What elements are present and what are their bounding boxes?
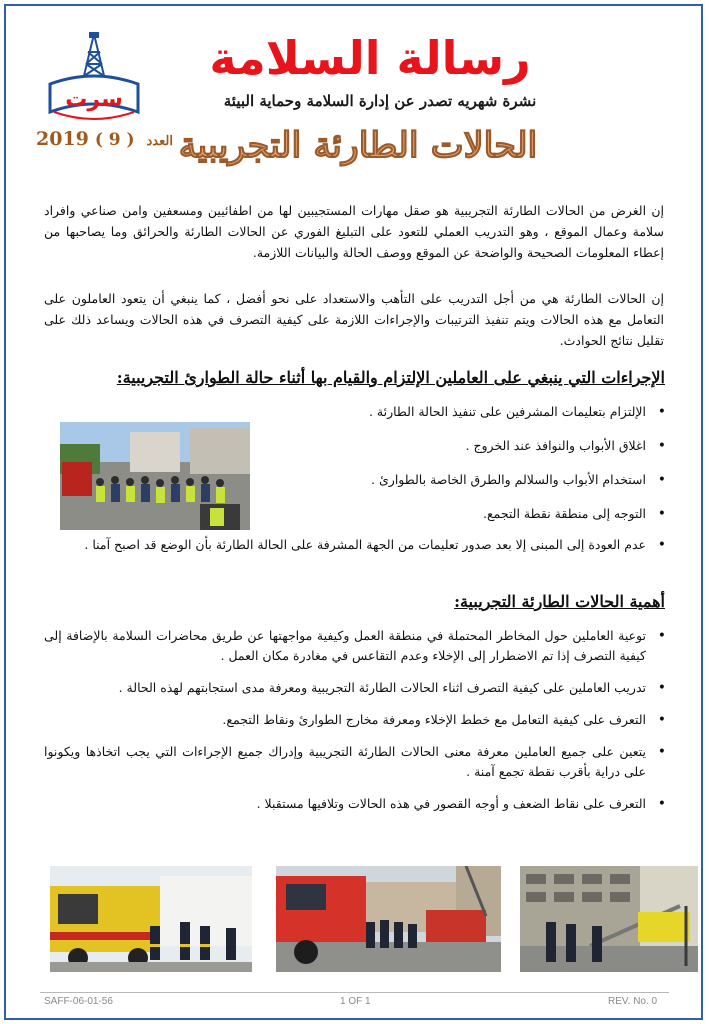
importance-list — [44, 626, 668, 814]
intro-paragraph-2: إن الحالات الطارئة هي من أجل التدريب على التأهب والاستعداد على نحو أفضل ، كما ينبغي أن يتعود العاملون على التعامل مع هذه الحالات ويتم تنفيذ الترتيبات والإجراءات اللازمة على كيفية التصرف في هذه الحالات ويساعد ذلك على تقليل نتائج الحوادث. — [44, 291, 664, 348]
footer-page: 1 OF 1 — [340, 996, 371, 1007]
list-item: • اغلاق الأبواب والنوافذ عند الخروج . — [256, 436, 668, 456]
intro-paragraph-1: إن الغرض من الحالات الطارئة التجريبية هو صقل مهارات المستجيبين لها من اطفائيين ومسعفين وامن صناعي وافراد سلامة وعمال الموقع ، وهو التدريب العملي للتعود على التبليغ الفوري عن الحالات الطارئة والحرائق وما يصاحبها من إعطاء المعلومات الصحيحة والواضحة عن الموقع ووصف الحالة والبيانات اللازمة. — [44, 203, 664, 260]
footer-divider — [40, 992, 669, 993]
procedures-list — [256, 402, 668, 538]
fire-truck-photo-3 — [520, 866, 698, 972]
procedures-heading: الإجراءات التي ينبغي على العاملين الإلتزام والقيام بها أثناء حالة الطوارئ التجريبية: — [116, 368, 665, 387]
issue-label: العدد — [146, 134, 173, 149]
issue-year: 2019 — [36, 128, 89, 150]
list-item: • توعية العاملين حول المخاطر المحتملة في منطقة العمل وكيفية مواجهتها عن طريق محاضرات السلامة بالإضافة إلى كيفية التصرف إذا تم الاضطرار إلى الإخلاء وعدم التقاعس في مغادرة مكان العمل . — [44, 626, 668, 666]
evacuation-photo — [60, 422, 250, 530]
list-item: • التعرف على نقاط الضعف و أوجه القصور في هذه الحالات وتلافيها مستقبلا . — [44, 794, 668, 814]
footer-revision: REV. No. 0 — [608, 996, 658, 1007]
issue-info — [36, 128, 173, 150]
fire-truck-photo-1 — [50, 866, 252, 972]
list-item: • عدم العودة إلى المبنى إلا بعد صدور تعليمات من الجهة المشرفة على الحالة الطارئة بأن الوضع قد اصبح آمنا . — [44, 535, 668, 555]
list-item: • التعرف على كيفية التعامل مع خطط الإخلاء ومعرفة مخارج الطوارئ ونقاط التجمع. — [44, 710, 668, 730]
newsletter-subtitle: نشرة شهريه تصدر عن إدارة السلامة وحماية البيئة — [223, 92, 537, 110]
procedures-list-continued — [44, 535, 668, 555]
list-item: • استخدام الأبواب والسلالم والطرق الخاصة بالطوارئ . — [256, 470, 668, 490]
issue-title: الحالات الطارئة التجريبية — [178, 125, 538, 166]
list-item: • التوجه إلى منطقة نقطة التجمع. — [256, 504, 668, 524]
company-logo — [44, 32, 144, 124]
list-item: • تدريب العاملين على كيفية التصرف اثناء الحالات الطارئة التجريبية ومعرفة مدى استجابتهم لهذه الحالة . — [44, 678, 668, 698]
newsletter-title: رسالة السلامة — [209, 31, 531, 85]
issue-number: ( 9 ) — [94, 130, 135, 150]
logo-text: سرت — [65, 87, 123, 112]
footer-doc-code: SAFF-06-01-56 — [44, 996, 113, 1007]
importance-heading: أهمية الحالات الطارئة التجريبية: — [454, 592, 665, 611]
list-item: • يتعين على جميع العاملين معرفة معنى الحالات الطارئة التجريبية وإدراك جميع الإجراءات التي يجب اتخاذها ويكونوا على دراية بأقرب نقطة تجمع آمنة . — [44, 742, 668, 782]
list-item: • الإلتزام بتعليمات المشرفين على تنفيذ الحالة الطارئة . — [256, 402, 668, 422]
fire-truck-photo-2 — [276, 866, 501, 972]
